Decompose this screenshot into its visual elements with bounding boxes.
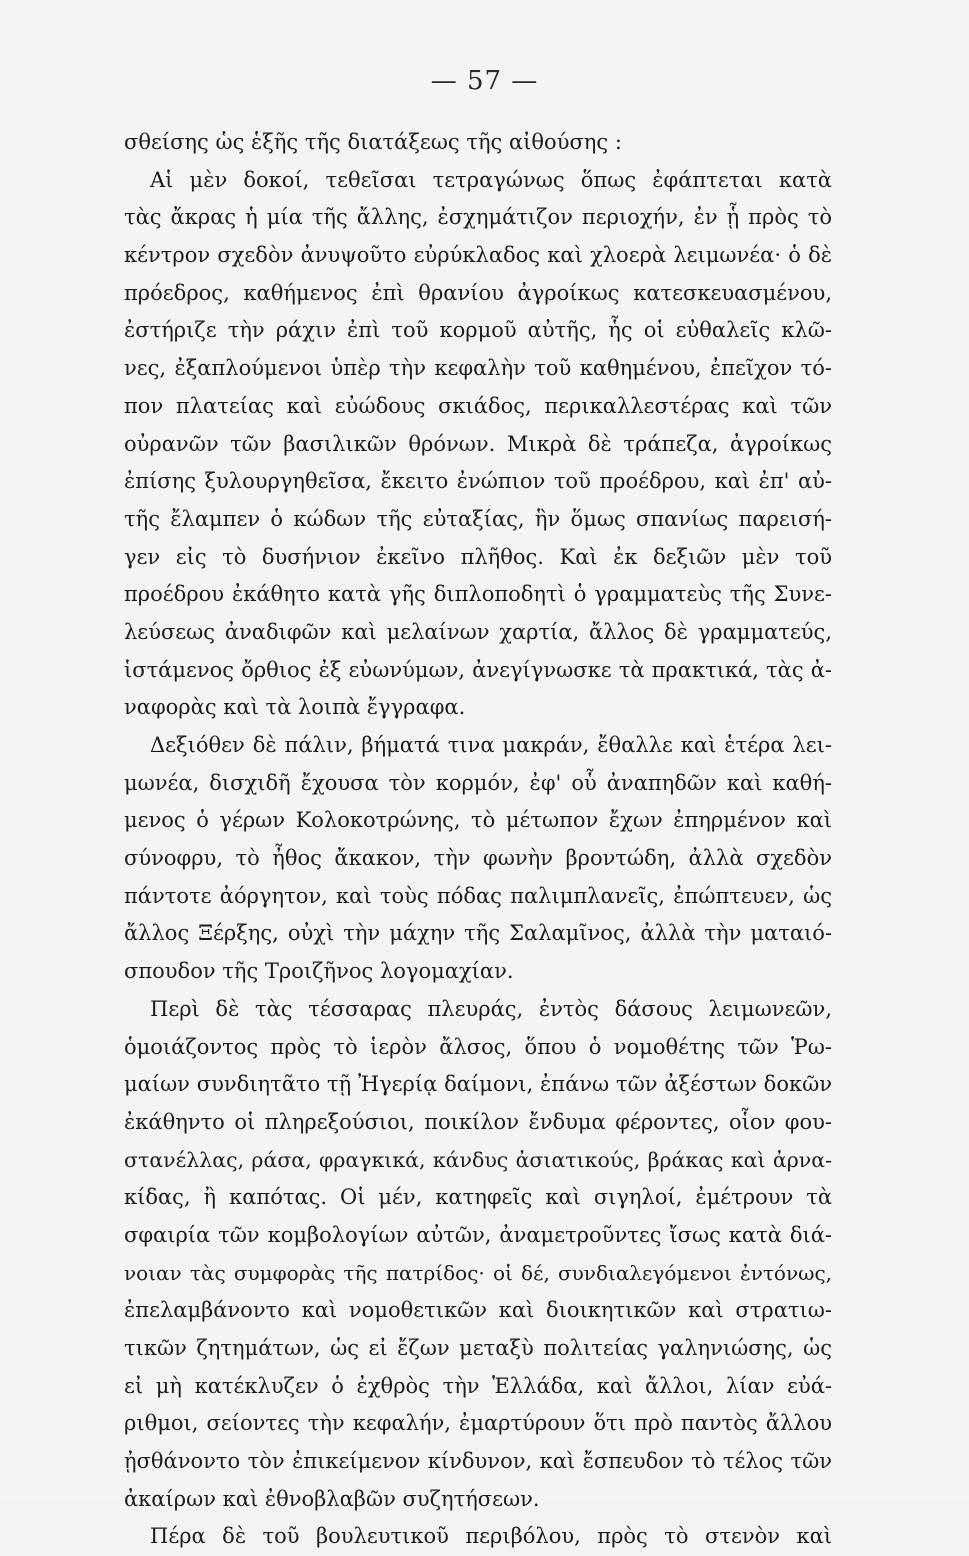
text-line: κίδας, ἢ καπότας. Οἱ μέν, κατηφεῖς καὶ σιγηλοί, ἐμέτρουν τὰ (124, 1185, 832, 1210)
text-line: ἱστάμενος ὄρθιος ἐξ εὐωνύμων, ἀνεγίγνωσκε τὰ πρακτικά, τὰς ἀ- (124, 657, 832, 682)
text-line: σφαιρία τῶν κομβολογίων αὐτῶν, ἀναμετροῦντες ἴσως κατὰ διά- (124, 1222, 832, 1247)
text-line: ᾐσθάνοντο τὸν ἐπικείμενον κίνδυνον, καὶ ἔσπευδον τὸ τέλος τῶν (124, 1449, 832, 1474)
body-text (124, 124, 832, 1556)
page-number: — 57 — (430, 66, 539, 96)
text-line: ὁμοιάζοντος πρὸς τὸ ἱερὸν ἄλσος, ὅπου ὁ νομοθέτης τῶν Ῥω- (124, 1034, 832, 1059)
text-line: λεύσεως ἀναδιφῶν καὶ μελαίνων χαρτία, ἄλλος δὲ γραμματεύς, (124, 619, 832, 644)
text-line: μαίων συνδιητᾶτο τῇ Ἠγερίᾳ δαίμονι, ἐπάνω τῶν ἀξέστων δοκῶν (124, 1072, 832, 1097)
text-line: νοιαν τὰς συμφορὰς τῆς πατρίδος· οἱ δέ, συνδιαλεγόμενοι ἐντόνως, (124, 1260, 832, 1285)
text-line: Αἱ μὲν δοκοί, τεθεῖσαι τετραγώνως ὅπως ἐφάπτεται κατὰ (150, 167, 832, 192)
text-line: πρόεδρος, καθήμενος ἐπὶ θρανίου ἀγροίκως κατεσκευασμένου, (124, 280, 832, 305)
text-line: ἄλλος Ξέρξης, οὐχὶ τὴν μάχην τῆς Σαλαμῖνος, ἀλλὰ τὴν ματαιό- (124, 921, 832, 946)
text-line: ριθμοι, σείοντες τὴν κεφαλήν, ἐμαρτύρουν ὅτι πρὸ παντὸς ἄλλου (124, 1411, 832, 1436)
text-line: Πέρα δὲ τοῦ βουλευτικοῦ περιβόλου, πρὸς τὸ στενὸν καὶ (150, 1524, 832, 1549)
text-line: σύνοφρυ, τὸ ἦθος ἄκακον, τὴν φωνὴν βροντώδη, ἀλλὰ σχεδὸν (124, 846, 832, 871)
text-line: εἰ μὴ κατέκλυζεν ὁ ἐχθρὸς τὴν Ἑλλάδα, καὶ ἄλλοι, λίαν εὐά- (124, 1373, 832, 1398)
text-line: προέδρου ἐκάθητο κατὰ γῆς διπλοποδητὶ ὁ γραμματεὺς τῆς Συνε- (124, 582, 832, 607)
text-line: μωνέα, δισχιδῆ ἔχουσα τὸν κορμόν, ἐφ' οὗ ἀναπηδῶν καὶ καθή- (124, 770, 832, 795)
text-line: τὰς ἄκρας ἡ μία τῆς ἄλλης, ἐσχημάτιζον περιοχήν, ἐν ᾗ πρὸς τὸ (124, 205, 832, 230)
text-line: νες, ἐξαπλούμενοι ὑπὲρ τὴν κεφαλὴν τοῦ καθημένου, ἐπεῖχον τό- (124, 356, 832, 381)
text-line: ἐστήριζε τὴν ράχιν ἐπὶ τοῦ κορμοῦ αὐτῆς, ἧς οἱ εὐθαλεῖς κλῶ- (124, 318, 832, 343)
text-line: ἐπίσης ξυλουργηθεῖσα, ἔκειτο ἐνώπιον τοῦ προέδρου, καὶ ἐπ' αὐ- (124, 469, 832, 494)
text-line: τικῶν ζητημάτων, ὡς εἰ ἔζων μεταξὺ πολιτείας γαληνιώσης, ὡς (124, 1336, 832, 1360)
text-line: πον πλατείας καὶ εὐώδους σκιάδος, περικαλλεστέρας καὶ τῶν (124, 393, 832, 418)
text-line: σπουδον τῆς Τροιζῆνος λογομαχίαν. (124, 959, 514, 984)
text-line: ἐπελαμβάνοντο καὶ νομοθετικῶν καὶ διοικητικῶν καὶ στρατιω- (124, 1298, 832, 1323)
text-line: τῆς ἔλαμπεν ὁ κώδων τῆς εὐταξίας, ἣν ὅμως σπανίως παρεισή- (124, 506, 832, 531)
text-line: σθείσης ὡς ἑξῆς τῆς διατάξεως τῆς αἰθούσης : (124, 130, 622, 154)
text-line: γεν εἰς τὸ δυσήνιον ἐκεῖνο πλῆθος. Καὶ ἐκ δεξιῶν μὲν τοῦ (124, 544, 832, 569)
text-line: οὐρανῶν τῶν βασιλικῶν θρόνων. Μικρὰ δὲ τράπεζα, ἀγροίκως (124, 431, 832, 456)
text-line: ναφορὰς καὶ τὰ λοιπὰ ἔγγραφα. (124, 695, 466, 720)
text-line: στανέλλας, ράσα, φραγκικά, κάνδυς ἀσιατικούς, βράκας καὶ ἀρνα- (124, 1147, 832, 1172)
text-line: Δεξιόθεν δὲ πάλιν, βήματά τινα μακράν, ἔθαλλε καὶ ἑτέρα λει- (150, 733, 832, 757)
text-line: πάντοτε ἀόργητον, καὶ τοὺς πόδας παλιμπλανεῖς, ἐπώπτευεν, ὡς (124, 883, 832, 908)
text-line: ἐκάθηντο οἱ πληρεξούσιοι, ποικίλον ἔνδυμα φέροντες, οἷον φου- (124, 1109, 832, 1134)
text-line: μενος ὁ γέρων Κολοκοτρώνης, τὸ μέτωπον ἔχων ἐπηρμένον καὶ (124, 808, 832, 833)
text-line: κέντρον σχεδὸν ἀνυψοῦτο εὐρύκλαδος καὶ χλοερὰ λειμωνέα· ὁ δὲ (124, 243, 832, 268)
text-line: Περὶ δὲ τὰς τέσσαρας πλευράς, ἐντὸς δάσους λειμωνεῶν, (150, 996, 832, 1021)
text-line: ἀκαίρων καὶ ἐθνοβλαβῶν συζητήσεων. (124, 1486, 540, 1511)
